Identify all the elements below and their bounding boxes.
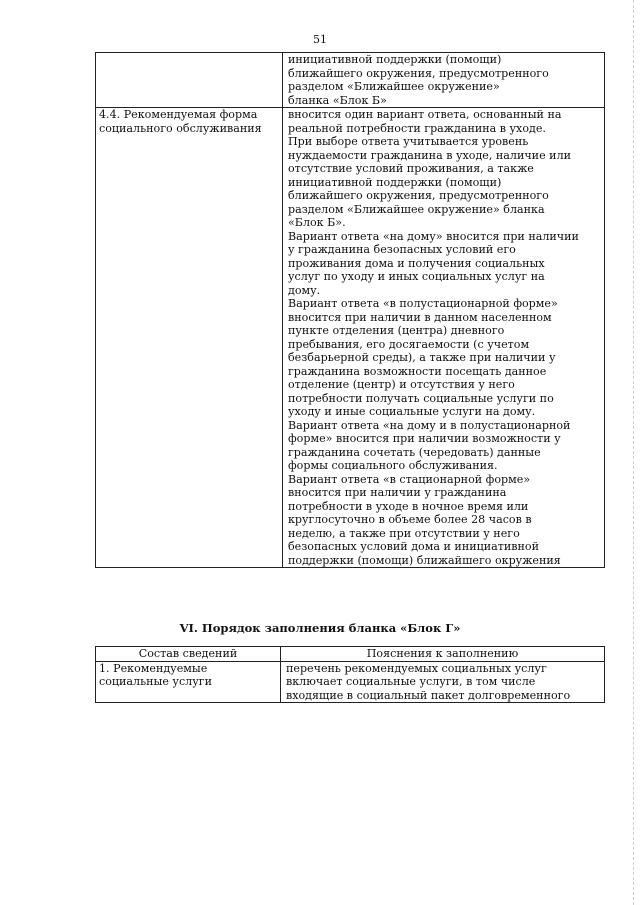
text-line: Вариант ответа «в полустационарной форме» [288,297,558,310]
text-line: ближайшего окружения, предусмотренного [288,189,549,202]
text-line: социальные услуги [99,675,212,688]
row-label-cell [96,53,283,108]
block-g-instructions-table [95,646,605,703]
text-line: формы социального обслуживания. [288,459,498,472]
row-label-cell [96,661,281,703]
text-line: вносится при наличии в данном населенном [288,310,552,324]
text-line: дому. [288,283,321,297]
text-line: неделю, а также при отсутствии у него [288,526,520,540]
text-line: нуждаемости гражданина в уходе, наличие или [288,148,572,162]
text-line: гражданина сочетать (чередовать) данные [288,445,541,459]
text-line: отделение (центр) и отсутствия у него [288,378,515,391]
instructions-table-continued [95,52,605,568]
table-header-row [96,647,605,662]
row-description-cell [283,108,605,568]
text-line: «Блок Б». [288,216,346,229]
text-line: пункте отделения (центра) дневного [288,324,505,337]
text-line: круглосуточно в объеме более 28 часов в [288,513,532,526]
text-line: 1. Рекомендуемые [99,661,208,675]
column-header-composition: Состав сведений [96,647,281,662]
text-line: проживания дома и получения социальных [288,256,545,270]
text-line: перечень рекомендуемых социальных услуг [286,661,547,675]
text-line: поддержки (помощи) ближайшего окружения [288,553,561,567]
column-header-explanations: Пояснения к заполнению [281,647,605,662]
text-line: безбарьерной среды), а также при наличии у [288,351,556,364]
text-line: При выборе ответа учитывается уровень [288,135,529,148]
table-row [96,53,605,108]
text-line: безопасных условий дома и инициативной [288,540,539,553]
text-line: бланка «Блок Б» [288,93,387,107]
table-row [96,661,605,703]
text-line: инициативной поддержки (помощи) [288,53,502,66]
text-line: реальной потребности гражданина в уходе. [288,121,546,135]
text-line: гражданина возможности посещать данное [288,364,547,378]
text-line: включает социальные услуги, в том числе [286,675,536,688]
text-line: социального обслуживания [99,121,262,135]
text-line: разделом «Ближайшее окружение» [288,80,500,93]
text-line: потребности получать социальные услуги по [288,391,554,405]
text-line: разделом «Ближайшее окружение» бланка [288,202,545,216]
row-description-cell [283,53,605,108]
section-heading: VI. Порядок заполнения бланка «Блок Г» [179,621,461,635]
text-line: услуг по уходу и иных социальных услуг на [288,270,545,283]
text-line: Вариант ответа «в стационарной форме» [288,472,531,486]
text-line: 4.4. Рекомендуемая форма [99,108,258,121]
text-line: Вариант ответа «на дому и в полустационарной [288,418,571,432]
table-row [96,108,605,568]
text-line: Вариант ответа «на дому» вносится при наличии [288,229,579,243]
text-line: вносится один вариант ответа, основанный на [288,108,562,121]
text-line: форме» вносится при наличии возможности у [288,432,561,445]
text-line: вносится при наличии у гражданина [288,486,507,499]
page-number: 51 [313,33,327,46]
text-line: ближайшего окружения, предусмотренного [288,66,549,80]
row-label-cell [96,108,283,568]
text-line: пребывания, его досягаемости (с учетом [288,337,530,351]
text-line: входящие в социальный пакет долговременного [286,688,571,702]
text-line: уходу и иные социальные услуги на дому. [288,405,536,418]
text-line: инициативной поддержки (помощи) [288,175,502,189]
text-line: потребности в уходе в ночное время или [288,499,529,513]
row-description-cell [281,661,605,703]
scan-edge-artifact [633,0,634,905]
text-line: отсутствие условий проживания, а также [288,162,534,175]
text-line: у гражданина безопасных условий его [288,243,516,256]
